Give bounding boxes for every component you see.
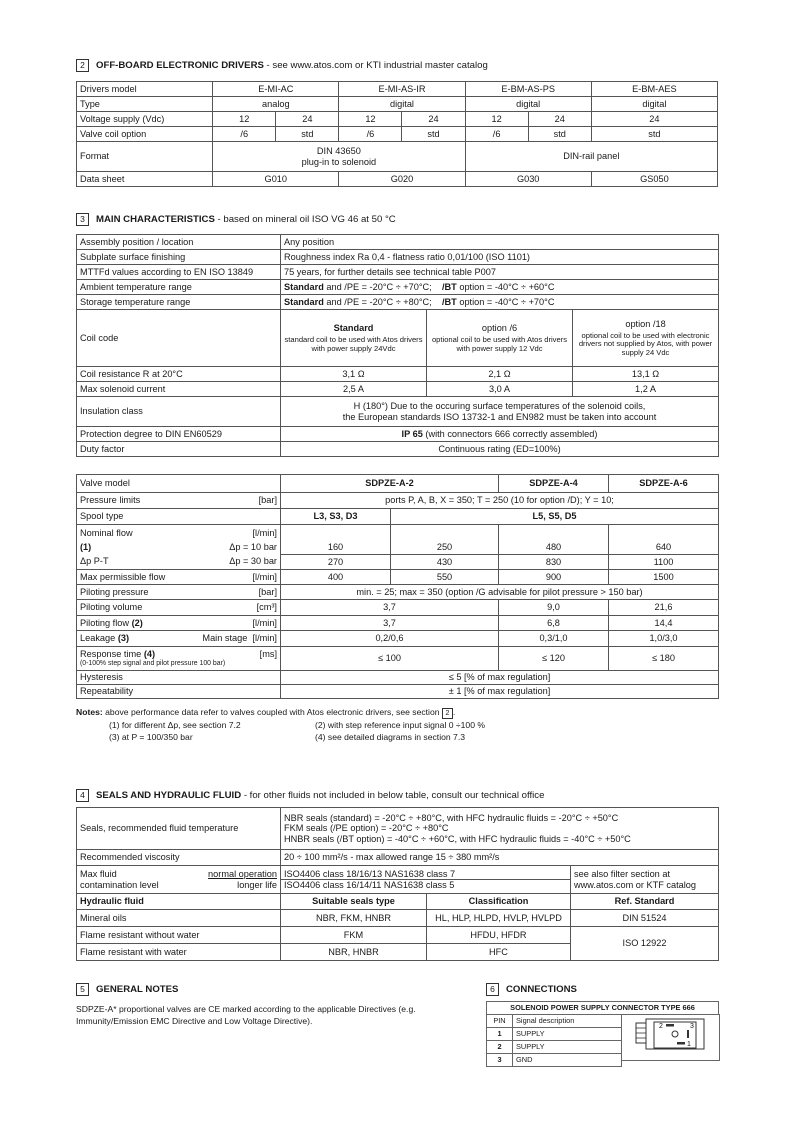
coil-cell: /6 xyxy=(213,127,276,142)
ambient-value xyxy=(281,280,719,295)
coil-standard-text: standard coil to be used with Atos drivers with power supply 24Vdc xyxy=(284,335,423,353)
pilot-volume: 3,7 xyxy=(281,600,499,616)
characteristics-table xyxy=(76,234,719,457)
pin-desc: SUPPLY xyxy=(513,1041,622,1054)
seals-label: Seals, recommended fluid temperature xyxy=(77,808,281,850)
response-note: (4) xyxy=(143,649,156,660)
driver-type: digital xyxy=(465,97,591,112)
ambient-std: Standard xyxy=(284,281,324,292)
connector-title: SOLENOID POWER SUPPLY CONNECTOR TYPE 666 xyxy=(487,1002,719,1015)
driver-model: E-MI-AS-IR xyxy=(339,82,465,97)
classification-header: Classification xyxy=(427,894,571,910)
table-row xyxy=(77,910,719,927)
max-flow-unit: [l/min] xyxy=(252,571,277,582)
leakage-stage: Main stage xyxy=(202,633,248,644)
filter-note: www.atos.com or KTF catalog xyxy=(574,879,697,890)
response: ≤ 120 xyxy=(499,647,609,671)
flow-10: 640 xyxy=(655,541,672,552)
assembly-value: Any position xyxy=(281,235,719,250)
driver-model: E-BM-AS-PS xyxy=(465,82,591,97)
coil-cell: std xyxy=(591,127,717,142)
pin-desc: SUPPLY xyxy=(513,1028,622,1041)
surface-label: Subplate surface finishing xyxy=(77,250,281,265)
pilot-flow-label-cell xyxy=(77,616,281,631)
coil-option-18 xyxy=(573,310,719,367)
nominal-flow-note: (1) xyxy=(80,542,92,552)
assembly-label: Assembly position / location xyxy=(77,235,281,250)
flow-10: 160 xyxy=(327,541,344,552)
ambient-label: Ambient temperature range xyxy=(77,280,281,295)
leakage-label: Leakage xyxy=(80,633,116,644)
coil-option-18-text: optional coil to be used with electronic drivers not supplied by Atos, with power supply 24 Vdc xyxy=(578,330,713,357)
mttf-label: MTTFd values according to EN ISO 13849 xyxy=(77,265,281,280)
pilot-flow: 3,7 xyxy=(281,616,499,631)
leakage: 1,0/3,0 xyxy=(609,631,719,647)
section-number: 6 xyxy=(486,983,499,996)
voltage-cell: 24 xyxy=(276,112,339,127)
notes-text: above performance data refer to valves coupled with Atos electronic drivers, see section xyxy=(102,707,442,717)
contamination-label: contamination level xyxy=(80,879,159,890)
section-3-header xyxy=(76,213,396,226)
format-din-line: plug-in to solenoid xyxy=(301,156,377,167)
viscosity-value: 20 ÷ 100 mm²/s - max allowed range 15 ÷ 380 mm²/s xyxy=(281,850,719,866)
section-title: GENERAL NOTES xyxy=(96,984,179,996)
surface-value: Roughness index Ra 0,4 - flatness ratio 0,01/100 (ISO 1101) xyxy=(281,250,719,265)
coil-cell: /6 xyxy=(339,127,402,142)
seals-line: FKM seals (/PE option) = -20°C ÷ +80°C xyxy=(284,823,449,834)
dp-10: Δp = 10 bar xyxy=(229,542,277,552)
mttf-value: 75 years, for further details see technical table P007 xyxy=(281,265,719,280)
contamination-longer-value: ISO4406 class 16/14/11 NAS1638 class 5 xyxy=(284,880,455,890)
standard-cell: DIN 51524 xyxy=(571,910,719,927)
coil-cell: /6 xyxy=(465,127,528,142)
format-din xyxy=(213,142,465,172)
spool-value: L5, S5, D5 xyxy=(391,509,719,525)
storage-bt: /BT xyxy=(441,296,457,307)
ambient-bt: /BT xyxy=(441,281,457,292)
connector-666-icon xyxy=(622,1014,719,1060)
coil-cell: std xyxy=(528,127,591,142)
viscosity-label: Recommended viscosity xyxy=(77,850,281,866)
coil-cell: std xyxy=(402,127,465,142)
pilot-flow-note: (2) xyxy=(131,617,143,628)
data-sheet: G010 xyxy=(213,172,339,187)
type-label: Type xyxy=(77,97,213,112)
nominal-flow-label: Nominal flow xyxy=(80,528,133,538)
coil-option-6 xyxy=(427,310,573,367)
response: ≤ 180 xyxy=(609,647,719,671)
seals-cell: NBR, FKM, HNBR xyxy=(281,910,427,927)
response-unit: [ms] xyxy=(259,649,277,660)
seals-value xyxy=(281,808,719,850)
notes-section-ref: 2 xyxy=(442,708,453,719)
coil-standard-title: Standard xyxy=(333,322,374,333)
flow-10: 480 xyxy=(545,541,562,552)
pilot-volume: 9,0 xyxy=(499,600,609,616)
driver-model: E-MI-AC xyxy=(213,82,339,97)
storage-value xyxy=(281,295,719,310)
resistance-value: 3,1 Ω xyxy=(281,367,427,382)
pressure-value: ports P, A, B, X = 350; T = 250 (10 for option /D); Y = 10; xyxy=(281,493,719,509)
pilot-volume-label: Piloting volume xyxy=(80,602,143,613)
driver-type: digital xyxy=(339,97,465,112)
duty-value: Continuous rating (ED=100%) xyxy=(281,442,719,457)
current-value: 1,2 A xyxy=(573,382,719,397)
storage-bt-value: option = -40°C ÷ +70°C xyxy=(459,296,555,307)
hysteresis-value: ≤ 5 [% of max regulation] xyxy=(281,671,719,685)
standard-cell: ISO 12922 xyxy=(571,927,719,961)
section-subtitle: - based on mineral oil ISO VG 46 at 50 °C xyxy=(214,214,396,226)
desc-header: Signal description xyxy=(513,1015,622,1028)
connector-pin-label: 3 xyxy=(690,1023,694,1030)
fluid-cell: Flame resistant with water xyxy=(77,944,281,961)
drivers-table xyxy=(76,81,718,187)
contamination-value xyxy=(281,866,571,894)
section-title: MAIN CHARACTERISTICS xyxy=(96,214,215,226)
leakage: 0,3/1,0 xyxy=(499,631,609,647)
coil-option-6-title: option /6 xyxy=(481,322,518,333)
contamination-normal: normal operation xyxy=(208,869,277,880)
classification-cell: HL, HLP, HLPD, HVLP, HVLPD xyxy=(427,910,571,927)
fluid-cell: Flame resistant without water xyxy=(77,927,281,944)
contamination-normal-value: ISO4406 class 18/16/13 NAS1638 class 7 xyxy=(281,869,570,880)
flow-30: 430 xyxy=(391,554,498,569)
coil-code-label: Coil code xyxy=(77,310,281,367)
section-title: OFF-BOARD ELECTRONIC DRIVERS xyxy=(96,60,264,72)
note-1: (1) for different Δp, see section 7.2 xyxy=(109,720,241,730)
pilot-volume: 21,6 xyxy=(609,600,719,616)
valve-model: SDPZE-A-6 xyxy=(609,475,719,493)
protection-label: Protection degree to DIN EN60529 xyxy=(77,427,281,442)
section-2-header xyxy=(76,59,488,72)
table-row xyxy=(77,927,719,944)
section-subtitle: - for other fluids not included in below table, consult our technical office xyxy=(241,790,545,802)
insulation-line: H (180°) Due to the occuring surface temperatures of the solenoid coils, xyxy=(353,401,646,412)
protection-ip: IP 65 xyxy=(401,428,423,439)
classification-cell: HFC xyxy=(427,944,571,961)
seals-header: Suitable seals type xyxy=(281,894,427,910)
leakage: 0,2/0,6 xyxy=(281,631,499,647)
section-title: CONNECTIONS xyxy=(506,984,577,996)
note-2: (2) with step reference input signal 0 ÷100 % xyxy=(315,720,485,730)
valve-model: SDPZE-A-2 xyxy=(281,475,499,493)
section-5-header xyxy=(76,983,178,996)
leakage-note: (3) xyxy=(117,633,130,644)
resistance-label: Coil resistance R at 20°C xyxy=(77,367,281,382)
pressure-label: Pressure limits xyxy=(80,495,141,506)
note-4: (4) see detailed diagrams in section 7.3 xyxy=(315,732,465,742)
repeatability-label: Repeatability xyxy=(77,685,281,699)
flow-30: 270 xyxy=(281,554,390,569)
contamination-see xyxy=(571,866,719,894)
leakage-label-cell xyxy=(77,631,281,647)
response: ≤ 100 xyxy=(281,647,499,671)
filter-note: see also filter section at xyxy=(574,869,671,880)
data-sheet: GS050 xyxy=(591,172,717,187)
pilot-pressure-label: Piloting pressure xyxy=(80,586,149,597)
seals-line: NBR seals (standard) = -20°C ÷ +80°C, with HFC hydraulic fluids = -20°C ÷ +50°C xyxy=(284,813,619,824)
flow-30: 1100 xyxy=(609,554,718,569)
classification-cell: HFDU, HFDR xyxy=(427,927,571,944)
voltage-cell: 24 xyxy=(591,112,717,127)
seals-line: HNBR seals (/BT option) = -40°C ÷ +60°C, with HFC hydraulic fluids = -40°C ÷ +50°C xyxy=(284,833,631,844)
pilot-flow: 6,8 xyxy=(499,616,609,631)
driver-type: digital xyxy=(591,97,717,112)
max-flow-label-cell xyxy=(77,570,281,585)
max-flow-label: Max permissible flow xyxy=(80,571,166,582)
resistance-value: 13,1 Ω xyxy=(573,367,719,382)
driver-type: analog xyxy=(213,97,339,112)
storage-label: Storage temperature range xyxy=(77,295,281,310)
pin-number: 1 xyxy=(487,1028,513,1041)
max-flow: 1500 xyxy=(609,570,719,585)
pilot-volume-unit: [cm³] xyxy=(256,602,277,613)
voltage-cell: 24 xyxy=(402,112,465,127)
current-value: 3,0 A xyxy=(427,382,573,397)
ambient-pe: and /PE = -20°C ÷ +70°C; xyxy=(326,281,432,292)
contamination-label-cell xyxy=(77,866,281,894)
max-flow: 400 xyxy=(281,570,391,585)
voltage-cell: 12 xyxy=(465,112,528,127)
valve-model-label: Valve model xyxy=(77,475,281,493)
storage-std: Standard xyxy=(284,296,324,307)
connector-diagram-box xyxy=(621,1014,720,1061)
pilot-flow-label: Piloting flow xyxy=(80,617,130,628)
standard-header: Ref. Standard xyxy=(571,894,719,910)
leakage-unit: [l/min] xyxy=(252,633,277,644)
section-number: 3 xyxy=(76,213,89,226)
coil-option-18-title: option /18 xyxy=(625,318,666,329)
section-number: 5 xyxy=(76,983,89,996)
fluid-header: Hydraulic fluid xyxy=(77,894,281,910)
data-sheet: G020 xyxy=(339,172,465,187)
coil-cell: std xyxy=(276,127,339,142)
spool-label: Spool type xyxy=(77,509,281,525)
section-4-header xyxy=(76,789,544,802)
data-sheet-label: Data sheet xyxy=(77,172,213,187)
nominal-flow-label-cell xyxy=(77,525,281,570)
dp-pt: Δp P-T xyxy=(80,556,109,566)
flow-col xyxy=(609,525,719,570)
pilot-pressure-label-cell xyxy=(77,585,281,600)
voltage-cell: 24 xyxy=(528,112,591,127)
notes: Notes: above performance data refer to valves coupled with Atos electronic drivers, see section 2 . (1) for different Δp, see section 7.2 (2) with step reference input signal 0 ÷100 % (3) at P = 100/350 bar (4) see detailed diagrams in section 7.3 xyxy=(76,707,485,742)
coil-option-6-text: optional coil to be used with Atos drivers with power supply 12 Vdc xyxy=(431,335,568,353)
drivers-model-label: Drivers model xyxy=(77,82,213,97)
section-6-header xyxy=(486,983,577,996)
current-label: Max solenoid current xyxy=(77,382,281,397)
pressure-label-cell xyxy=(77,493,281,509)
voltage-label: Voltage supply (Vdc) xyxy=(77,112,213,127)
insulation-line: the European standards ISO 13732-1 and EN982 must be taken into account xyxy=(342,411,657,422)
seals-cell: FKM xyxy=(281,927,427,944)
seals-table xyxy=(76,807,719,961)
fluid-cell: Mineral oils xyxy=(77,910,281,927)
flow-col xyxy=(281,525,391,570)
format-rail: DIN-rail panel xyxy=(465,142,717,172)
repeatability-value: ± 1 [% of max regulation] xyxy=(281,685,719,699)
response-sub: (0-100% step signal and pilot pressure 100 bar) xyxy=(80,659,226,667)
response-label: Response time xyxy=(80,649,142,660)
section-subtitle: - see www.atos.com or KTI industrial master catalog xyxy=(263,60,488,72)
ambient-bt-value: option = -40°C ÷ +60°C xyxy=(459,281,555,292)
notes-lead: Notes: xyxy=(76,707,103,717)
flow-col xyxy=(391,525,499,570)
current-value: 2,5 A xyxy=(281,382,427,397)
pin-header: PIN xyxy=(487,1015,513,1028)
format-label: Format xyxy=(77,142,213,172)
connector-pin-label: 1 xyxy=(687,1041,691,1048)
max-flow: 900 xyxy=(499,570,609,585)
contamination-longer: longer life xyxy=(237,879,277,890)
pilot-flow-unit: [l/min] xyxy=(252,617,277,628)
coil-option-label: Valve coil option xyxy=(77,127,213,142)
data-sheet: G030 xyxy=(465,172,591,187)
contamination-label: Max fluid xyxy=(80,869,117,880)
duty-label: Duty factor xyxy=(77,442,281,457)
protection-value xyxy=(281,427,719,442)
max-flow: 550 xyxy=(391,570,499,585)
pilot-flow: 14,4 xyxy=(609,616,719,631)
pilot-pressure-unit: [bar] xyxy=(258,586,277,597)
spool-value: L3, S3, D3 xyxy=(281,509,391,525)
pin-number: 2 xyxy=(487,1041,513,1054)
insulation-value xyxy=(281,397,719,427)
section-number: 2 xyxy=(76,59,89,72)
insulation-label: Insulation class xyxy=(77,397,281,427)
voltage-cell: 12 xyxy=(339,112,402,127)
protection-rest: (with connectors 666 correctly assembled) xyxy=(422,428,598,439)
pin-number: 3 xyxy=(487,1054,513,1067)
pilot-pressure-value: min. = 25; max = 350 (option /G advisable for pilot pressure > 150 bar) xyxy=(281,585,719,600)
storage-pe: and /PE = -20°C ÷ +80°C; xyxy=(326,296,432,307)
voltage-cell: 12 xyxy=(213,112,276,127)
flow-10: 250 xyxy=(436,541,453,552)
pin-desc: GND xyxy=(513,1054,622,1067)
response-label-cell xyxy=(77,647,281,671)
pilot-volume-label-cell xyxy=(77,600,281,616)
flow-30: 830 xyxy=(499,554,608,569)
section-title: SEALS AND HYDRAULIC FLUID xyxy=(96,790,242,802)
format-din-line: DIN 43650 xyxy=(316,146,361,157)
nominal-flow-unit: [l/min] xyxy=(252,528,277,538)
note-3: (3) at P = 100/350 bar xyxy=(109,732,193,742)
coil-standard xyxy=(281,310,427,367)
driver-model: E-BM-AES xyxy=(591,82,717,97)
flow-col xyxy=(499,525,609,570)
seals-cell: NBR, HNBR xyxy=(281,944,427,961)
connector-pin-label: 2 xyxy=(659,1023,663,1030)
hysteresis-label: Hysteresis xyxy=(77,671,281,685)
valve-model: SDPZE-A-4 xyxy=(499,475,609,493)
general-notes-text: SDPZE-A* proportional valves are CE marked according to the applicable Directives (e.g. Immunity/Emission EMC Directive and Low Voltage Directive). xyxy=(76,1004,416,1026)
pressure-unit: [bar] xyxy=(258,495,277,506)
section-number: 4 xyxy=(76,789,89,802)
resistance-value: 2,1 Ω xyxy=(427,367,573,382)
valve-table xyxy=(76,474,719,699)
dp-30: Δp = 30 bar xyxy=(229,556,277,566)
